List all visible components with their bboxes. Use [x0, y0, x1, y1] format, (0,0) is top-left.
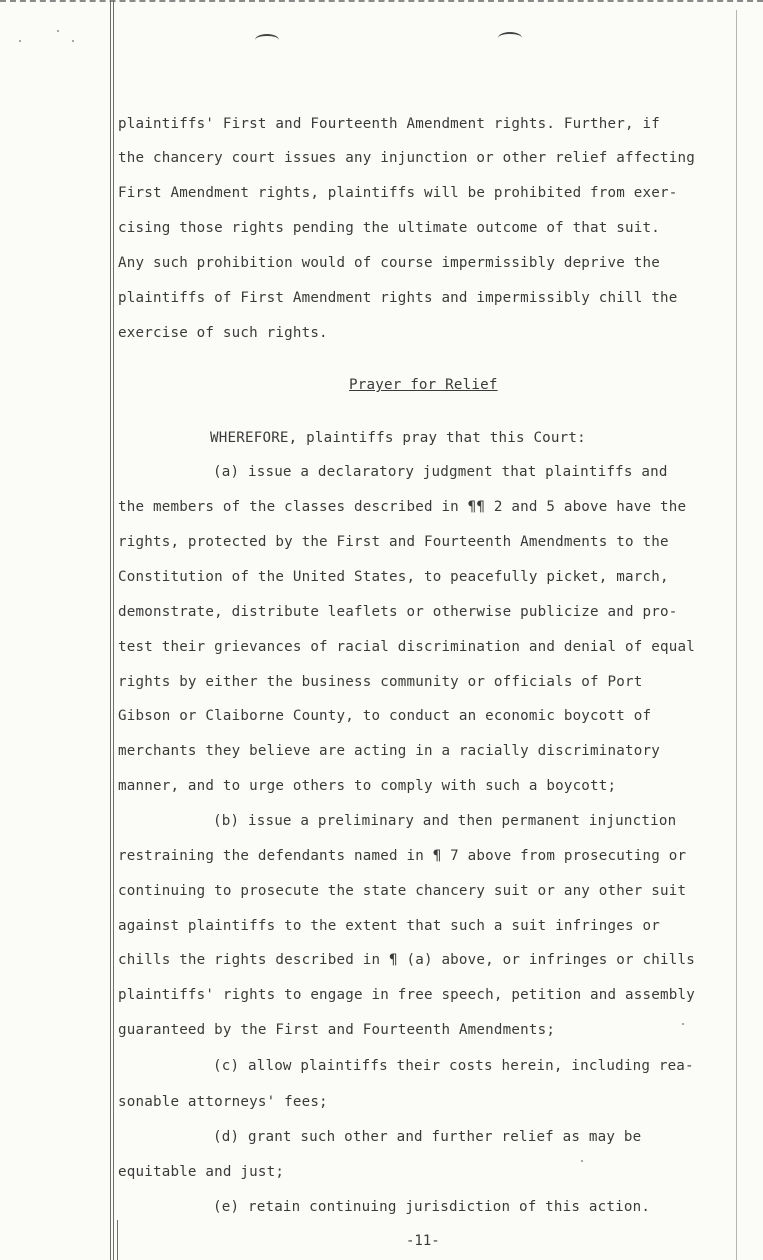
body-line: plaintiffs of First Amendment rights and impermissibly chill the [118, 290, 678, 306]
body-line: plaintiffs' First and Fourteenth Amendment rights. Further, if [118, 116, 660, 132]
body-line: Any such prohibition would of course impermissibly deprive the [118, 255, 660, 271]
body-line: restraining the defendants named in ¶ 7 above from prosecuting or [118, 848, 687, 864]
scan-speck [19, 40, 21, 42]
scan-speck [72, 40, 74, 42]
binding-hole-mark-right [498, 32, 522, 44]
body-line: chills the rights described in ¶ (a) above, or infringes or chills [118, 952, 695, 968]
body-line: rights, protected by the First and Fourteenth Amendments to the [118, 534, 669, 550]
prayer-item-b: (b) issue a preliminary and then permanent injunction [213, 813, 677, 829]
left-margin-rule-tail [117, 1220, 118, 1260]
body-line: exercise of such rights. [118, 325, 328, 341]
body-line: test their grievances of racial discrimination and denial of equal [118, 639, 695, 655]
body-line: the chancery court issues any injunction or other relief affecting [118, 150, 695, 166]
body-line: demonstrate, distribute leaflets or otherwise publicize and pro- [118, 604, 678, 620]
prayer-intro-line: WHEREFORE, plaintiffs pray that this Court: [210, 430, 586, 446]
binding-hole-mark-left [255, 34, 279, 46]
prayer-item-c: (c) allow plaintiffs their costs herein, including rea- [213, 1058, 694, 1074]
left-margin-rule-inner [113, 0, 114, 1260]
body-line: against plaintiffs to the extent that such a suit infringes or [118, 918, 660, 934]
scan-speck [57, 30, 59, 32]
body-line: the members of the classes described in ¶¶ 2 and 5 above have the [118, 499, 687, 515]
prayer-item-d: (d) grant such other and further relief as may be [213, 1129, 642, 1145]
body-line: Constitution of the United States, to peacefully picket, march, [118, 569, 669, 585]
body-line: plaintiffs' rights to engage in free speech, petition and assembly [118, 987, 695, 1003]
body-line: sonable attorneys' fees; [118, 1094, 328, 1110]
body-line: cising those rights pending the ultimate outcome of that suit. [118, 220, 660, 236]
page-number: -11- [406, 1233, 440, 1249]
prayer-item-a: (a) issue a declaratory judgment that plaintiffs and [213, 464, 668, 480]
body-line: Gibson or Claiborne County, to conduct an economic boycott of [118, 708, 652, 724]
body-line: manner, and to urge others to comply with such a boycott; [118, 778, 617, 794]
body-line: merchants they believe are acting in a racially discriminatory [118, 743, 660, 759]
body-line: continuing to prosecute the state chancery suit or any other suit [118, 883, 687, 899]
body-line: equitable and just; [118, 1164, 285, 1180]
prayer-item-e: (e) retain continuing jurisdiction of this action. [213, 1199, 651, 1215]
body-line: guaranteed by the First and Fourteenth Amendments; [118, 1022, 556, 1038]
body-line: First Amendment rights, plaintiffs will be prohibited from exer- [118, 185, 678, 201]
left-margin-rule [110, 0, 111, 1260]
body-line: rights by either the business community or officials of Port [118, 674, 643, 690]
page-top-border [0, 0, 763, 8]
section-heading: Prayer for Relief [349, 377, 498, 393]
